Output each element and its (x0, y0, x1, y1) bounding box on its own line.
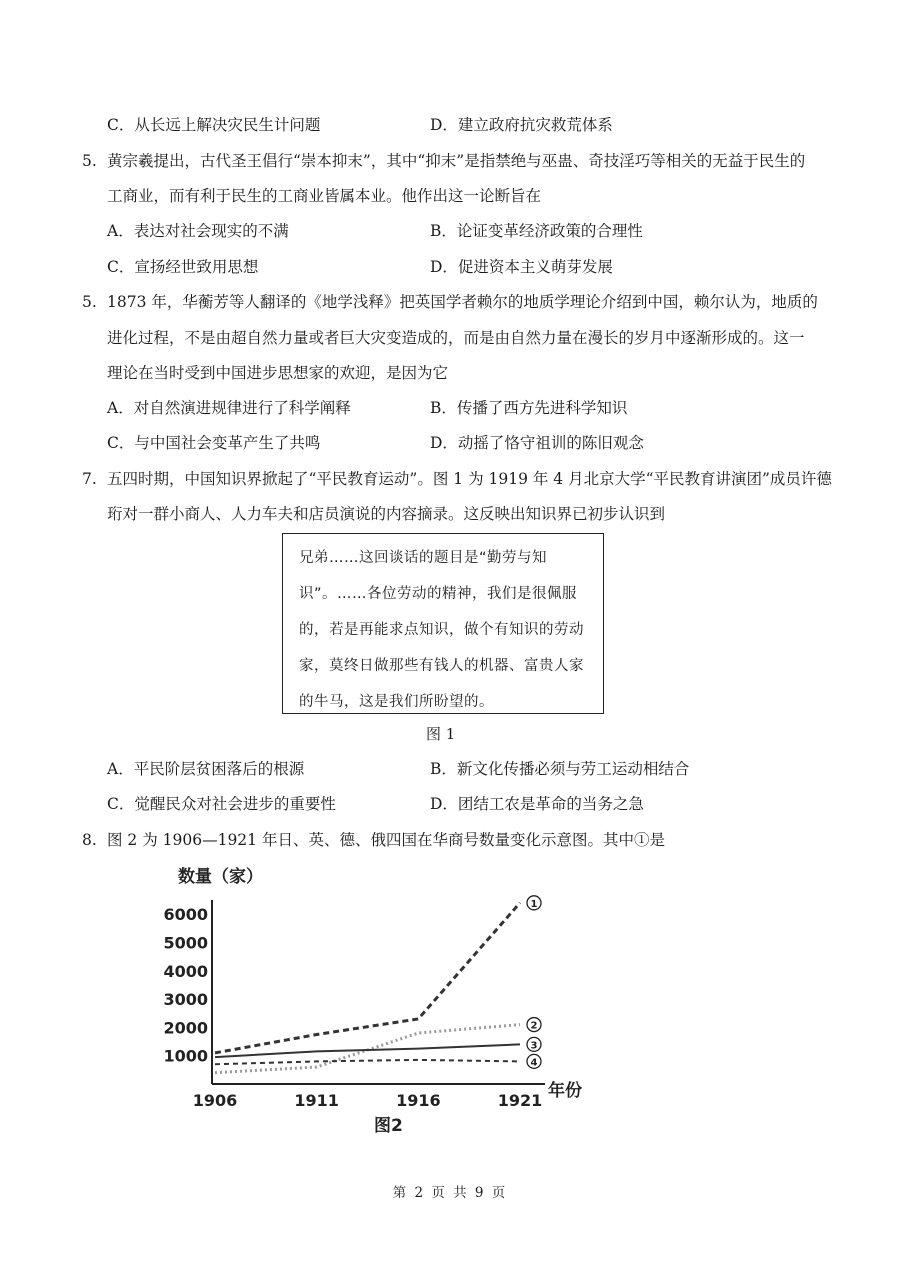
quote-line-1: 兄弟……这回谈话的题目是“勤劳与知 (299, 550, 548, 566)
quote-line-3: 的，若是再能求点知识，做个有知识的劳动 (299, 622, 584, 638)
series-line-1 (215, 903, 520, 1053)
figure-1-caption: 图 1 (426, 725, 456, 743)
series-lines (215, 903, 520, 1073)
y-tick-label: 3000 (163, 990, 208, 1010)
chart-xlabel: 年份 (548, 1081, 582, 1101)
series-label-4: 4 (530, 1057, 538, 1069)
series-label-1: 1 (530, 898, 538, 910)
q6-option-a: A．对自然演进规律进行了科学阐释 (107, 399, 351, 417)
q5-stem-line-2: 工商业，而有利于民生的工商业皆属本业。他作出这一论断旨在 (107, 187, 542, 205)
x-tick-label: 1921 (497, 1091, 543, 1110)
q7-option-c: C．觉醒民众对社会进步的重要性 (107, 795, 336, 813)
figure-2-chart (160, 860, 600, 1145)
x-tick-labels (193, 1091, 543, 1110)
series-label-2: 2 (530, 1020, 538, 1032)
q7-option-b: B．新文化传播必须与劳工运动相结合 (430, 760, 690, 778)
q8-stem-line-1: 图 2 为 1906—1921 年日、英、德、俄四国在华商号数量变化示意图。其中①是 (107, 831, 665, 849)
q7-stem-line-2: 珩对一群小商人、人力车夫和店员演说的内容摘录。这反映出知识界已初步认识到 (107, 505, 666, 523)
q7-option-d: D．团结工农是革命的当务之急 (430, 795, 644, 813)
quote-line-5: 的牛马，这是我们所盼望的。 (299, 694, 494, 710)
q4-option-c: C．从长远上解决灾民生计问题 (107, 116, 321, 134)
q6-option-c: C．与中国社会变革产生了共鸣 (107, 434, 321, 452)
q7-number: 7. (82, 470, 97, 488)
page-footer: 第 2 页 共 9 页 (392, 1185, 508, 1201)
quote-line-2: 识”。……各位劳动的精神，我们是很佩服 (299, 586, 578, 602)
y-tick-labels (163, 905, 208, 1066)
series-label-3: 3 (530, 1040, 538, 1052)
x-tick-label: 1906 (192, 1091, 238, 1110)
q6-stem-line-1: 1873 年，华蘅芳等人翻译的《地学浅释》把英国学者赖尔的地质学理论介绍到中国，赖尔认为，地质的 (107, 293, 818, 311)
q5-option-a: A．表达对社会现实的不满 (107, 222, 289, 240)
q7-option-a: A．平民阶层贫困落后的根源 (107, 760, 305, 778)
series-line-2 (215, 1025, 520, 1073)
q5-stem-line-1: 黄宗羲提出，古代圣王倡行“崇本抑末”，其中“抑末”是指禁绝与巫蛊、奇技淫巧等相关的无益于民生的 (107, 152, 806, 170)
chart-ylabel: 数量（家） (178, 867, 263, 887)
y-tick-label: 5000 (163, 933, 208, 953)
y-tick-label: 6000 (163, 905, 208, 925)
chart-caption: 图2 (374, 1116, 403, 1136)
q6-stem-line-3: 理论在当时受到中国进步思想家的欢迎，是因为它 (107, 364, 449, 382)
q6-option-d: D．动摇了恪守祖训的陈旧观念 (430, 434, 644, 452)
chart-svg (160, 860, 600, 1145)
q5-option-d: D．促进资本主义萌芽发展 (430, 258, 613, 276)
y-tick-label: 4000 (163, 961, 208, 981)
y-tick-label: 1000 (163, 1046, 208, 1066)
q6-stem-line-2: 进化过程，不是由超自然力量或者巨大灾变造成的，而是由自然力量在漫长的岁月中逐渐形成的。这一 (107, 329, 805, 347)
q6-option-b: B．传播了西方先进科学知识 (430, 399, 628, 417)
x-tick-label: 1916 (396, 1091, 441, 1110)
series-line-3 (215, 1044, 520, 1057)
q5-number: 5. (82, 152, 97, 170)
q5-option-c: C．宣扬经世致用思想 (107, 258, 259, 276)
y-tick-label: 2000 (163, 1018, 208, 1038)
q4-option-d: D．建立政府抗灾救荒体系 (430, 116, 613, 134)
series-line-4 (215, 1060, 520, 1064)
q6-number: 5. (82, 293, 97, 311)
quote-line-4: 家，莫终日做那些有钱人的机器、富贵人家 (299, 658, 584, 674)
q7-stem-line-1: 五四时期，中国知识界掀起了“平民教育运动”。图 1 为 1919 年 4 月北京大学“平民教育讲演团”成员许德 (107, 470, 832, 488)
quote-box (282, 533, 604, 714)
x-tick-label: 1911 (294, 1091, 339, 1110)
q8-number: 8. (82, 831, 97, 849)
q5-option-b: B．论证变革经济政策的合理性 (430, 222, 643, 240)
series-labels (527, 896, 541, 1069)
